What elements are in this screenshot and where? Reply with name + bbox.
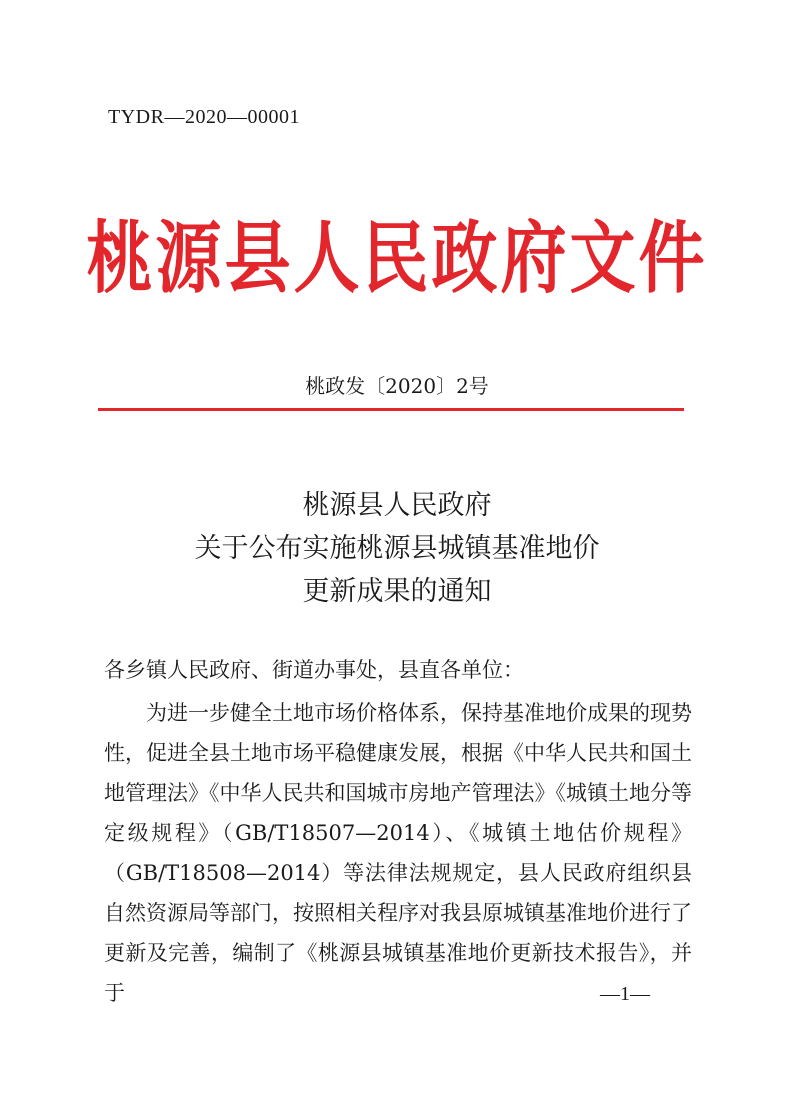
title-line: 关于公布实施桃源县城镇基准地价 — [194, 533, 600, 564]
issuing-authority-header: 桃源县人民政府文件 — [86, 212, 708, 305]
red-separator-line — [98, 408, 684, 411]
body-paragraph: 为进一步健全土地市场价格体系，保持基准地价成果的现势性，促进全县土地市场平稳健康发展，根据《中华人民共和国土地管理法》《中华人民共和国城市房地产管理法》《城镇土地分等定级规程》（GB/T18507—2014）、《城镇土地估价规程》（GB/T18508—2014）等法律法规规定，县人民政府组织县自然资源局等部门，按照相关程序对我县原城镇基准地价进行了更新及完善，编制了《桃源县城镇基准地价更新技术报告》，并于 — [104, 701, 692, 1005]
page-number: —1— — [600, 983, 650, 1005]
document-number: 桃政发〔2020〕2号 — [305, 374, 489, 398]
title-line: 更新成果的通知 — [302, 576, 492, 607]
document-code: TYDR—2020—00001 — [108, 106, 300, 128]
title-line: 桃源县人民政府 — [302, 490, 492, 521]
recipients-line: 各乡镇人民政府、街道办事处，县直各单位： — [104, 658, 524, 682]
document-title — [0, 484, 794, 613]
